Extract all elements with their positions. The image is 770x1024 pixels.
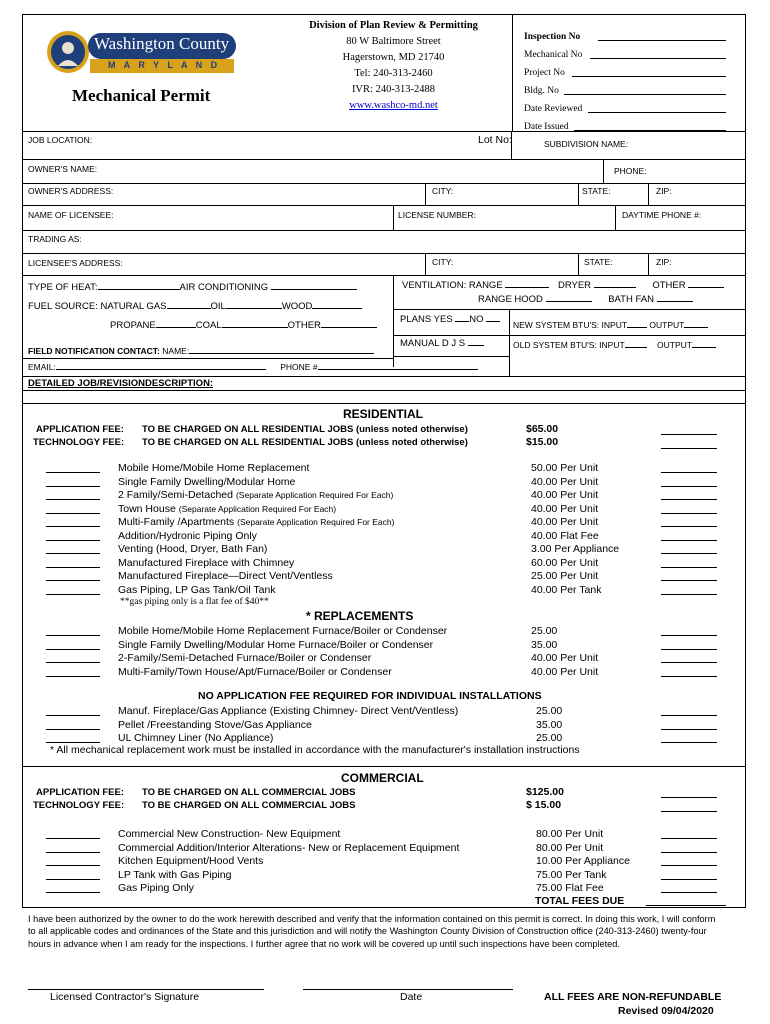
owner-city-label[interactable]: CITY: (432, 186, 454, 196)
replacement-item-label-text: Mobile Home/Mobile Home Replacement Furnace/Boiler or Condenser (118, 625, 448, 637)
other-vent-label: OTHER (652, 280, 686, 291)
residential-item-label (118, 503, 336, 515)
residential-item-amount-field[interactable] (661, 580, 717, 581)
range-hood-label: RANGE HOOD (478, 294, 543, 305)
com-app-fee-field[interactable] (661, 797, 717, 798)
field-contact-name-label: NAME: (162, 346, 190, 356)
residential-item-qty-field[interactable] (46, 526, 100, 527)
residential-item-label-text: Mobile Home/Mobile Home Replacement (118, 462, 310, 474)
date-label: Date (400, 991, 423, 1003)
range-label: RANGE (468, 280, 503, 291)
commercial-item-label-text: Commercial Addition/Interior Alterations- New or Replacement Equipment (118, 841, 460, 854)
wood-field[interactable] (312, 308, 362, 309)
residential-item-note: (Separate Application Required For Each) (178, 503, 337, 514)
replacement-item-qty-field[interactable] (46, 649, 100, 650)
date-issued-label: Date Issued (524, 122, 569, 132)
residential-item (0, 570, 770, 584)
residential-item-fee: 40.00 Per Unit (531, 475, 599, 488)
residential-item-label (118, 543, 267, 555)
com-tech-fee-field[interactable] (661, 811, 717, 812)
no-fee-item-qty-field[interactable] (46, 742, 100, 743)
revised-date: Revised 09/04/2020 (618, 1005, 714, 1017)
residential-item-label-text: Addition/Hydronic Piping Only (118, 529, 257, 542)
authorization-statement: I have been authorized by the owner to do the work herewith described and verify that the information contained on this permit is correct. In doing this work, I will conform to all applicable codes and ordinances of the State and this jurisdiction and will notify the Washington County Division of Construction office (240-313-2460) twenty-four hours in advance when I am ready for the inspections. I further agree that no work will be covered up until such inspections have been completed. (28, 914, 716, 949)
air-conditioning-label: AIR CONDITIONING (179, 282, 269, 293)
nonrefundable-notice: ALL FEES ARE NON-REFUNDABLE (544, 991, 722, 1003)
logo-name: Washington County (94, 34, 230, 53)
licensee-address-label[interactable]: LICENSEE'S ADDRESS: (28, 258, 123, 268)
replacement-item-fee: 40.00 Per Unit (531, 652, 599, 664)
natural-gas-label: NATURAL GAS (100, 301, 167, 312)
residential-item-fee: 40.00 Per Tank (531, 583, 602, 596)
other-fuel-label: OTHER (287, 320, 321, 331)
total-fees-label: TOTAL FEES DUE (535, 895, 625, 907)
commercial-item-label-text: LP Tank with Gas Piping (118, 868, 232, 881)
commercial-item-fee: 75.00 Flat Fee (536, 882, 604, 894)
old-system-label: OLD SYSTEM BTU'S: INPUT (513, 340, 625, 350)
owner-phone-label[interactable]: PHONE: (614, 166, 647, 176)
licensee-address-row (22, 253, 746, 254)
other-vent-field[interactable] (688, 287, 724, 288)
mechanical-no-field[interactable] (590, 58, 726, 59)
old-input-field[interactable] (625, 347, 647, 348)
oil-field[interactable] (226, 308, 282, 309)
no-fee-item-qty-field[interactable] (46, 729, 100, 730)
division-address1: 80 W Baltimore Street (346, 36, 441, 47)
commercial-item-qty-field[interactable] (46, 838, 100, 839)
manual-label: MANUAL D J S (400, 338, 466, 349)
residential-item-amount-field[interactable] (661, 486, 717, 487)
licensee-city-label[interactable]: CITY: (432, 257, 454, 267)
residential-item-amount-field[interactable] (661, 540, 717, 541)
commercial-item-amount-field[interactable] (661, 838, 717, 839)
old-system (513, 340, 716, 350)
commercial-item (0, 842, 770, 856)
residential-item-fee: 25.00 Per Unit (531, 570, 599, 582)
signature-field[interactable] (28, 989, 264, 990)
replacement-item-label-text: Multi-Family/Town House/Apt/Furnace/Boiler or Condenser (118, 665, 392, 678)
commercial-item-amount-field[interactable] (661, 865, 717, 866)
commercial-item-qty-field[interactable] (46, 879, 100, 880)
residential-item-qty-field[interactable] (46, 567, 100, 568)
division-name: Division of Plan Review & Permitting (309, 20, 478, 31)
date-reviewed-label: Date Reviewed (524, 104, 583, 114)
range-hood-field[interactable] (546, 301, 592, 302)
email-field[interactable] (56, 369, 266, 370)
residential-item-amount-field[interactable] (661, 553, 717, 554)
type-of-heat-label: TYPE OF HEAT: (28, 282, 98, 293)
commercial-item-label (118, 842, 459, 854)
res-tech-fee-field[interactable] (661, 448, 717, 449)
plans-no-field[interactable] (486, 321, 500, 322)
replacement-item-label (118, 666, 392, 678)
logo-state: M A R Y L A N D (108, 60, 221, 70)
job-location-row (22, 131, 746, 160)
dryer-field[interactable] (594, 287, 636, 288)
residential-item-label (118, 584, 276, 596)
res-tech-fee-text: TO BE CHARGED ON ALL RESIDENTIAL JOBS (unless noted otherwise) (142, 437, 468, 448)
residential-item-qty-field[interactable] (46, 580, 100, 581)
commercial-item-label-text: Gas Piping Only (118, 882, 194, 894)
commercial-item-fee: 75.00 Per Tank (536, 868, 607, 881)
project-no-field[interactable] (572, 76, 726, 77)
commercial-item-label (118, 855, 263, 867)
replacement-item-label (118, 639, 433, 651)
licensee-state-label[interactable]: STATE: (584, 257, 613, 267)
residential-item-fee: 50.00 Per Unit (531, 462, 599, 474)
com-app-fee-label: APPLICATION FEE: (36, 787, 124, 798)
new-system-label: NEW SYSTEM BTU'S: INPUT (513, 320, 628, 330)
residential-title: RESIDENTIAL (343, 407, 424, 421)
residential-item-amount-field[interactable] (661, 594, 717, 595)
residential-item-label-text: 2 Family/Semi-Detached (118, 489, 233, 501)
residential-item-note: (Separate Application Required For Each) (237, 517, 395, 527)
owner-address-row (22, 183, 746, 184)
replacement-item-label-text: Single Family Dwelling/Modular Home Furnace/Boiler or Condenser (118, 638, 434, 651)
date-field[interactable] (303, 989, 513, 990)
commercial-item-fee: 80.00 Per Unit (536, 828, 604, 840)
licensee-zip-label[interactable]: ZIP: (656, 257, 672, 267)
residential-item (0, 543, 770, 557)
residential-item-label (118, 557, 294, 569)
residential-item (0, 584, 770, 598)
contact-phone-label: PHONE # (280, 362, 318, 372)
replacement-item-qty-field[interactable] (46, 635, 100, 636)
total-fees-field[interactable] (646, 905, 726, 906)
residential-item-qty-field[interactable] (46, 594, 100, 595)
residential-item-label (118, 530, 257, 542)
project-no-label: Project No (524, 68, 565, 78)
residential-item-label-text: Gas Piping, LP Gas Tank/Oil Tank (118, 583, 276, 596)
no-fee-item-label-text: UL Chimney Liner (No Appliance) (118, 732, 274, 744)
residential-item-fee: 60.00 Per Unit (531, 556, 599, 569)
plans (400, 314, 500, 325)
no-fee-item-amount-field[interactable] (661, 742, 717, 743)
no-fee-item-label (118, 732, 273, 744)
replacement-item-fee: 25.00 (531, 625, 558, 637)
com-app-fee-text: TO BE CHARGED ON ALL COMMERCIAL JOBS (142, 787, 356, 798)
ventilation-2 (478, 294, 693, 305)
range-field[interactable] (505, 287, 549, 288)
residential-item-amount-field[interactable] (661, 526, 717, 527)
com-tech-fee-text: TO BE CHARGED ON ALL COMMERCIAL JOBS (142, 800, 356, 811)
residential-item-qty-field[interactable] (46, 513, 100, 514)
date-reviewed-field[interactable] (588, 112, 726, 113)
plans-no-label: NO (469, 314, 484, 325)
residential-item-qty-field[interactable] (46, 486, 100, 487)
commercial-item-amount-field[interactable] (661, 852, 717, 853)
no-fee-item-label (118, 705, 458, 717)
commercial-item-amount-field[interactable] (661, 879, 717, 880)
new-output-field[interactable] (684, 327, 708, 328)
no-fee-item-fee: 25.00 (536, 705, 563, 717)
residential-item-amount-field[interactable] (661, 567, 717, 568)
manual-field[interactable] (468, 345, 484, 346)
subdivision-label[interactable]: SUBDIVISION NAME: (544, 139, 629, 149)
residential-item-fee: 3.00 Per Appliance (531, 543, 620, 555)
no-fee-item-label (118, 719, 312, 731)
replacement-item-amount-field[interactable] (661, 635, 717, 636)
replacement-item-qty-field[interactable] (46, 676, 100, 677)
license-number-label[interactable]: LICENSE NUMBER: (398, 210, 476, 220)
commercial-item-label (118, 882, 194, 894)
no-fee-item-label-text: Manuf. Fireplace/Gas Appliance (Existing Chimney- Direct Vent/Ventless) (118, 705, 459, 717)
replacements-title: * REPLACEMENTS (306, 609, 414, 623)
residential-item-label (118, 570, 333, 582)
oil-label: OIL (210, 301, 226, 312)
no-fee-item-fee: 35.00 (536, 718, 563, 731)
residential-item (0, 489, 770, 503)
replacement-item-fee: 40.00 Per Unit (531, 665, 599, 678)
residential-item (0, 530, 770, 544)
residential-item-qty-field[interactable] (46, 540, 100, 541)
detailed-description-label[interactable]: DETAILED JOB/REVISIONDESCRIPTION: (28, 378, 214, 389)
replacement-item-qty-field[interactable] (46, 662, 100, 663)
replacement-item-label (118, 625, 447, 637)
inspection-no-field[interactable] (598, 40, 726, 41)
email-row-top (22, 358, 393, 359)
page-title: Mechanical Permit (72, 86, 211, 105)
replacement-footnote: * All mechanical replacement work must be installed in accordance with the manufacturer's installation instructions (50, 744, 580, 756)
com-tech-fee: $ 15.00 (526, 799, 562, 811)
trading-as-label[interactable]: TRADING AS: (28, 234, 82, 244)
replacement-item (0, 652, 770, 666)
other-fuel-field[interactable] (321, 327, 377, 328)
commercial-item-label-text: Commercial New Construction- New Equipment (118, 828, 341, 840)
commercial-item-qty-field[interactable] (46, 892, 100, 893)
no-fee-item-qty-field[interactable] (46, 715, 100, 716)
trading-as-row (22, 230, 746, 231)
propane-field[interactable] (156, 327, 196, 328)
res-tech-fee: $15.00 (526, 436, 559, 448)
residential-item-label (118, 516, 394, 528)
residential-item-amount-field[interactable] (661, 499, 717, 500)
contact-phone-field[interactable] (318, 369, 478, 370)
residential-item-amount-field[interactable] (661, 472, 717, 473)
residential-item-label-text: Single Family Dwelling/Modular Home (118, 475, 296, 488)
detailed-row-top (22, 376, 746, 377)
residential-item-label (118, 462, 309, 474)
residential-item-fee: 40.00 Per Unit (531, 489, 599, 501)
replacement-item (0, 625, 770, 639)
replacement-item-fee: 35.00 (531, 638, 558, 651)
owner-name-label[interactable]: OWNER'S NAME: (28, 164, 98, 174)
air-conditioning-field[interactable] (271, 289, 357, 290)
commercial-item-fee: 10.00 Per Appliance (536, 855, 630, 867)
commercial-item-qty-field[interactable] (46, 865, 100, 866)
new-output-label: OUTPUT (649, 320, 685, 330)
residential-item-amount-field[interactable] (661, 513, 717, 514)
mechanical-no-label: Mechanical No (524, 50, 583, 60)
plans-yes-field[interactable] (455, 321, 469, 322)
lot-no-label[interactable]: Lot No: (478, 134, 512, 146)
commercial-item-qty-field[interactable] (46, 852, 100, 853)
residential-item (0, 557, 770, 571)
commercial-item (0, 869, 770, 883)
division-address2: Hagerstown, MD 21740 (342, 52, 445, 63)
coal-field[interactable] (222, 327, 288, 328)
residential-item-label-text: Venting (Hood, Dryer, Bath Fan) (118, 543, 268, 555)
heat-row-top (22, 275, 746, 276)
res-app-fee: $65.00 (526, 423, 559, 435)
job-location-label[interactable]: JOB LOCATION: (28, 135, 93, 145)
commercial-item-label (118, 828, 340, 840)
res-app-fee-text: TO BE CHARGED ON ALL RESIDENTIAL JOBS (unless noted otherwise) (142, 424, 468, 435)
email (28, 362, 478, 372)
residential-item-label (118, 489, 393, 501)
county-logo (46, 26, 238, 78)
no-fee-item (0, 719, 770, 733)
new-input-field[interactable] (627, 327, 647, 328)
type-of-heat (28, 282, 357, 293)
replacement-item-label-text: 2-Family/Semi-Detached Furnace/Boiler or Condenser (118, 652, 372, 664)
no-fee-item-amount-field[interactable] (661, 729, 717, 730)
no-fee-item-amount-field[interactable] (661, 715, 717, 716)
fuel-source (28, 301, 362, 312)
commercial-item-label (118, 869, 231, 881)
residential-item-label (118, 476, 295, 488)
owner-address-label[interactable]: OWNER'S ADDRESS: (28, 186, 114, 196)
residential-item-label-text: Manufactured Fireplace—Direct Vent/Ventless (118, 570, 333, 582)
website-link[interactable]: www.washco-md.net (349, 100, 438, 111)
wood-label: WOOD (281, 301, 313, 312)
division-info (281, 18, 506, 114)
bath-fan-field[interactable] (657, 301, 693, 302)
field-contact-name-field[interactable] (189, 353, 374, 354)
new-system (513, 320, 708, 330)
residential-item-label-text: Town House (118, 502, 176, 515)
old-output-field[interactable] (692, 347, 716, 348)
residential-item-label-text: Manufactured Fireplace with Chimney (118, 556, 295, 569)
ventilation (402, 280, 724, 291)
residential-item-qty-field[interactable] (46, 472, 100, 473)
no-fee-item (0, 705, 770, 719)
bldg-no-label: Bldg. No (524, 86, 559, 96)
replacement-item (0, 639, 770, 653)
signature-label: Licensed Contractor's Signature (50, 991, 200, 1003)
no-fee-title: NO APPLICATION FEE REQUIRED FOR INDIVIDUAL INSTALLATIONS (198, 690, 542, 702)
commercial-item-fee: 80.00 Per Unit (536, 841, 604, 854)
residential-item-fee: 40.00 Flat Fee (531, 529, 599, 542)
office-fields (524, 28, 726, 136)
email-label: EMAIL: (28, 362, 56, 372)
fuel-source-label: FUEL SOURCE: (28, 301, 98, 312)
natural-gas-field[interactable] (167, 308, 211, 309)
propane-label: PROPANE (110, 320, 156, 331)
division-ivr: IVR: 240-313-2488 (351, 84, 436, 95)
type-of-heat-field[interactable] (98, 289, 180, 290)
commercial-item (0, 882, 770, 896)
bath-fan-label: BATH FAN (608, 294, 654, 305)
residential-item-qty-field[interactable] (46, 499, 100, 500)
licensee-name-label[interactable]: NAME OF LICENSEE: (28, 210, 114, 220)
residential-item-note: (Separate Application Required For Each) (235, 490, 394, 500)
plans-yes-label: PLANS YES (400, 314, 453, 325)
residential-item-qty-field[interactable] (46, 553, 100, 554)
owner-zip-label[interactable]: ZIP: (656, 186, 672, 196)
replacement-item-amount-field[interactable] (661, 662, 717, 663)
replacement-item-amount-field[interactable] (661, 676, 717, 677)
residential-item-label-text: Multi-Family /Apartments (118, 516, 235, 528)
field-contact (28, 346, 374, 356)
residential-item-fee: 40.00 Per Unit (531, 516, 599, 528)
com-app-fee: $125.00 (526, 786, 564, 798)
daytime-phone-label[interactable]: DAYTIME PHONE #: (622, 210, 702, 220)
replacement-item (0, 666, 770, 680)
residential-item-fee: 40.00 Per Unit (531, 502, 599, 515)
fuel-source-2 (110, 320, 377, 331)
res-app-fee-field[interactable] (661, 434, 717, 435)
replacement-item-amount-field[interactable] (661, 649, 717, 650)
gas-note: **gas piping only is a flat fee of $40** (120, 597, 269, 607)
residential-item (0, 462, 770, 476)
field-contact-label: FIELD NOTIFICATION CONTACT: (28, 346, 160, 356)
owner-name-row (22, 159, 746, 160)
old-output-label: OUTPUT (657, 340, 692, 350)
ventilation-label: VENTILATION: (402, 280, 467, 291)
division-tel: Tel: 240-313-2460 (354, 68, 433, 79)
manual (400, 338, 484, 349)
residential-item (0, 476, 770, 490)
res-tech-fee-label: TECHNOLOGY FEE: (33, 437, 125, 448)
no-fee-item-fee: 25.00 (536, 732, 563, 744)
coal-label: COAL (195, 320, 222, 331)
commercial-item (0, 855, 770, 869)
res-app-fee-label: APPLICATION FEE: (36, 424, 124, 435)
bldg-no-field[interactable] (564, 94, 726, 95)
residential-item (0, 503, 770, 517)
inspection-no-label: Inspection No (524, 32, 581, 42)
licensee-row (22, 205, 746, 206)
dryer-label: DRYER (557, 280, 592, 291)
replacement-item-label (118, 652, 371, 664)
commercial-item (0, 828, 770, 842)
commercial-title: COMMERCIAL (341, 771, 424, 785)
residential-item (0, 516, 770, 530)
commercial-item-label-text: Kitchen Equipment/Hood Vents (118, 855, 264, 867)
commercial-item-amount-field[interactable] (661, 892, 717, 893)
com-tech-fee-label: TECHNOLOGY FEE: (33, 800, 125, 811)
no-fee-item-label-text: Pellet /Freestanding Stove/Gas Appliance (118, 718, 312, 731)
owner-state-label[interactable]: STATE: (582, 186, 611, 196)
